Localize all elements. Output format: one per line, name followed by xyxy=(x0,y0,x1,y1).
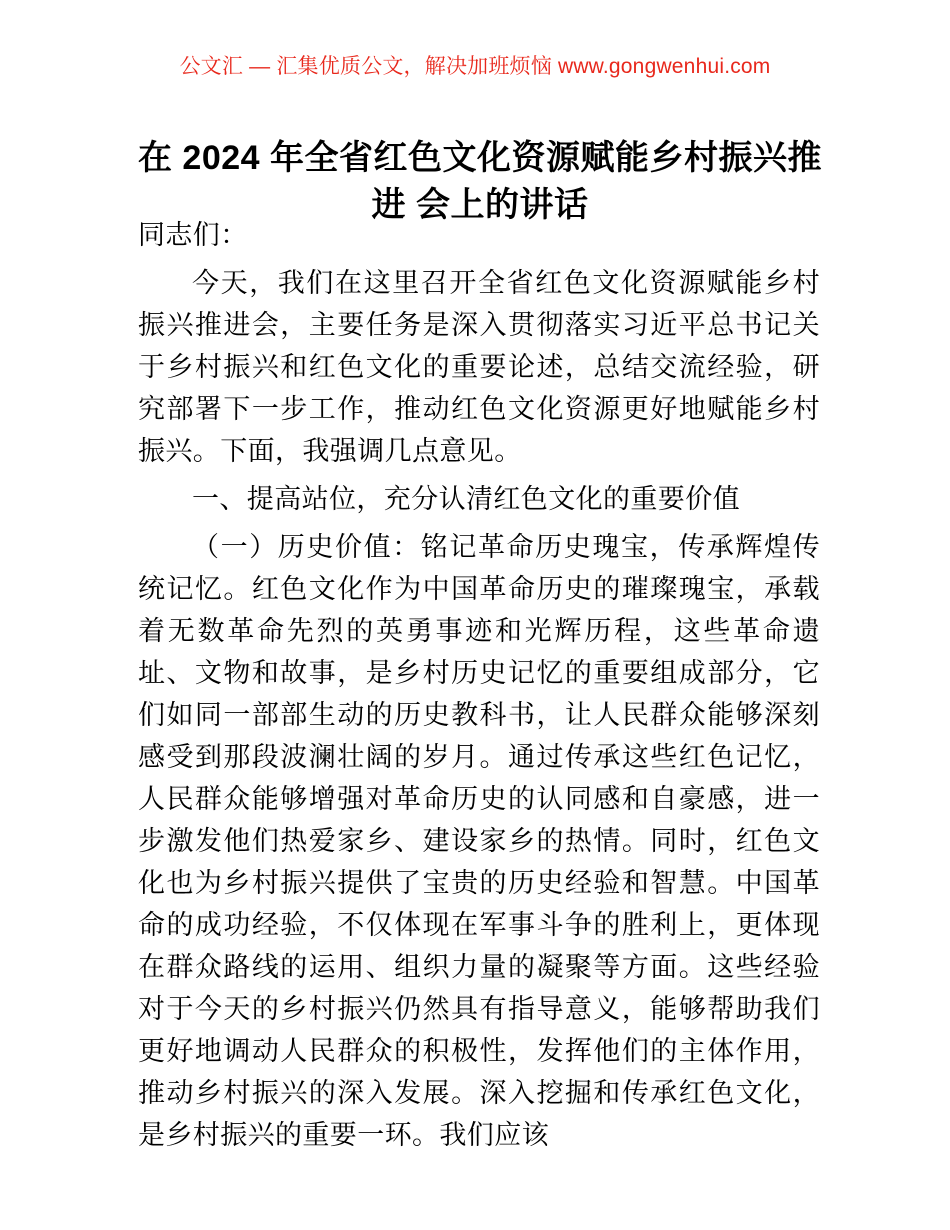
document-title-line-1: 在 2024 年全省红色文化资源赋能乡村振兴推进 xyxy=(137,138,823,224)
watermark-url-text: www.gongwenhui.com xyxy=(557,55,771,78)
watermark-header xyxy=(0,52,950,82)
document-body xyxy=(138,214,820,1156)
section-heading-one: 一、提高站位，充分认清红色文化的重要价值 xyxy=(192,484,740,514)
opening-paragraph: 今天，我们在这里召开全省红色文化资源赋能乡村振兴推进会，主要任务是深入贯彻落实习近平总书记关于乡村振兴和红色文化的重要论述，总结交流经验，研究部署下一步工作，推动红色文化资源更好地赋能乡村振兴。下面，我强调几点意见。 xyxy=(138,268,820,466)
document-title-line-2: 会上的讲话 xyxy=(415,185,589,224)
subsection-one-paragraph: （一）历史价值：铭记革命历史瑰宝，传承辉煌传统记忆。红色文化作为中国革命历史的璀璨瑰宝，承载着无数革命先烈的英勇事迹和光辉历程，这些革命遗址、文物和故事，是乡村历史记忆的重要组成部分，它们如同一部部生动的历史教科书，让人民群众能够深刻感受到那段波澜壮阔的岁月。通过传承这些红色记忆，人民群众能够增强对革命历史的认同感和自豪感，进一步激发他们热爱家乡、建设家乡的热情。同时，红色文化也为乡村振兴提供了宝贵的历史经验和智慧。中国革命的成功经验，不仅体现在军事斗争的胜利上，更体现在群众路线的运用、组织力量的凝聚等方面。这些经验对于今天的乡村振兴仍然具有指导意义，能够帮助我们更好地调动人民群众的积极性，发挥他们的主体作用，推动乡村振兴的深入发展。深入挖掘和传承红色文化，是乡村振兴的重要一环。我们应该 xyxy=(138,532,820,1150)
salutation-paragraph: 同志们： xyxy=(138,220,248,250)
watermark-brand-text: 公文汇 — 汇集优质公文，解决加班烦恼 xyxy=(179,55,552,78)
